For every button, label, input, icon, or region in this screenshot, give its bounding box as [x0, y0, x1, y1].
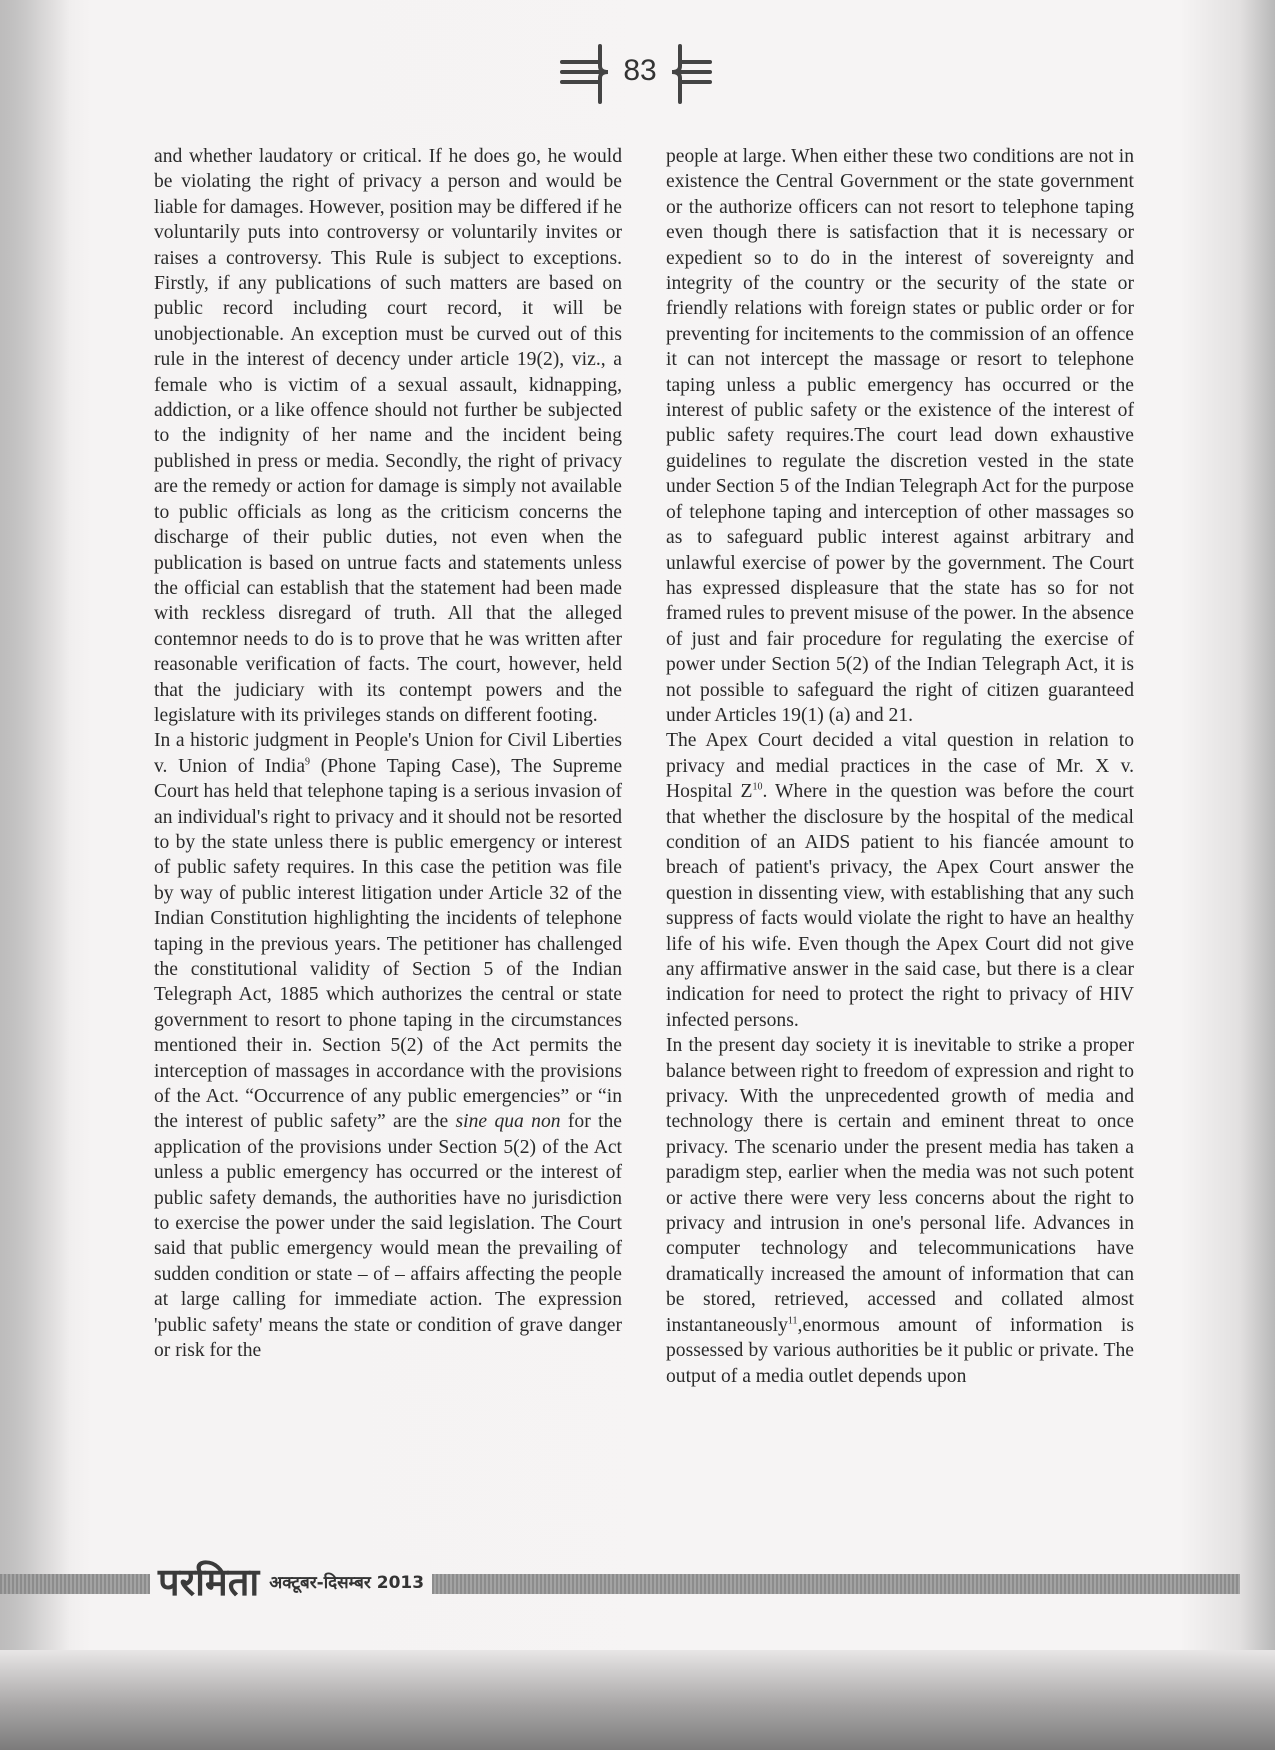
left-paragraph-2: In a historic judgment in People's Union for Civil Liberties v. Union of India$^9$ (Phone Taping Case), The Supreme Court has held that telephone taping is a serious invasion of an individual's right to privacy and it should not be resorted to by the state unless there is public emergency or interest of public safety requires. In this case the petition was file by way of public interest litigation under Article 32 of the Indian Constitution highlighting the incidents of telephone taping in the previous years. The petitioner has challenged the constitutional validity of Section 5 of the Indian Telegraph Act, 1885 which authorizes the central or state government to resort to phone taping in the circumstances mentioned their in. Section 5(2) of the Act permits the interception of massages in accordance with the provisions of the Act. “Occurrence of any public emergencies” or “in the interest of public safety” are the sine qua non for the application of the provisions under Section 5(2) of the Act unless a public emergency has occurred or the interest of public safety demands, the authorities have no jurisdiction to exercise the power under the said legislation. The Court said that public emergency would mean the prevailing of sudden condition or state – of – affairs affecting the people at large calling for immediate action. The expression 'public safety' means the state or condition of grave danger or risk for the	[154, 730, 623, 1362]
footnote-ref-11: 11	[787, 1315, 798, 1327]
left-paragraph-1: and whether laudatory or critical. If he does go, he would be violating the right of privacy a person and would be liable for damages. However, position may be differed if he voluntarily puts into controversy or voluntarily invites or raises a controversy. This Rule is subject to exceptions. Firstly, if any publications of such matters are based on public record including court record, it will be unobjectionable. An exception must be curved out of this rule in the interest of decency under article 19(2), viz., a female who is victim of a sexual assault, kidnapping, addiction, or a like offence should not further be subjected to the indignity of her name and the incident being published in press or media. Secondly, the right of privacy are the remedy or action for damage is simply not available to public officials as long as the criticism concerns the discharge of their public duties, not even when the publication is based on untrue facts and statements unless the official can establish that the statement had been made with reckless disregard of truth. All that the alleged contemnor needs to do is to prove that he was written after reasonable verification of facts. The court, however, held that the judiciary with its contempt powers and the legislature with its privileges stands on different footing.	[154, 146, 622, 726]
issue-date: अक्टूबर-दिसम्बर 2013	[269, 1572, 425, 1593]
footer	[150, 1556, 432, 1606]
page-header	[560, 40, 720, 110]
left-column	[154, 144, 622, 1364]
right-paragraph-3: In the present day society it is inevitable to strike a proper balance between right to freedom of expression and right to privacy. With the unprecedented growth of media and technology there is certain and eminent threat to once privacy. The scenario under the present media has taken a paradigm step, earlier when the media was not such potent or active there were very less concerns about the right to privacy and intrusion in one's personal life. Advances in computer technology and telecommunications have dramatically increased the amount of information that can be stored, retrieved, accessed and collated almost instantaneously$^{11}$,enormous amount of information is possessed by various authorities be it public or private. The output of a media outlet depends upon	[666, 1035, 1134, 1387]
right-column	[666, 144, 1134, 1389]
journal-logo: परमिता	[158, 1560, 260, 1604]
page-number: 83	[623, 54, 657, 87]
footnote-ref-9: 9	[305, 756, 311, 768]
footnote-ref-10: 10	[752, 781, 763, 793]
binding-shadow	[0, 0, 70, 1650]
right-paragraph-2: The Apex Court decided a vital question in relation to privacy and medial practices in the case of Mr. X v. Hospital $Z^{10}$. Where in the question was before the court that whether the disclosure by the hospital of the medical condition of an AIDS patient to his fiancée amount to breach of patient's privacy, the Apex Court answer the question in dissenting view, with establishing that any such suppress of facts would violate the right to have an healthy life of his wife. Even though the Apex Court did not give any affirmative answer in the said case, but there is a clear indication for need to protect the right to privacy of HIV infected persons.	[666, 730, 1134, 1031]
latin-term: sine qua non	[455, 1111, 561, 1133]
scan-bottom-edge	[0, 1650, 1275, 1750]
right-paragraph-1: people at large. When either these two conditions are not in existence the Central Government or the state government or the authorize officers can not resort to telephone taping even though there is satisfaction that it is necessary or expedient so to do in the interest of sovereignty and integrity of the country or the security of the state or friendly relations with foreign states or public order or for preventing for incitements to the commission of an offence it can not intercept the massage or resort to telephone taping unless a public emergency has occurred or the interest of public safety or the existence of the interest of public safety requires.The court lead down exhaustive guidelines to regulate the discretion vested in the state under Section 5 of the Indian Telegraph Act for the purpose of telephone taping and interception of other massages so as to safeguard public interest against arbitrary and unlawful exercise of power by the government. The Court has expressed displeasure that the state has so for not framed rules to prevent misuse of the power. In the absence of just and fair procedure for regulating the exercise of power under Section 5(2) of the Indian Telegraph Act, it is not possible to safeguard the right of citizen guaranteed under Articles 19(1) (a) and 21.	[666, 146, 1134, 726]
